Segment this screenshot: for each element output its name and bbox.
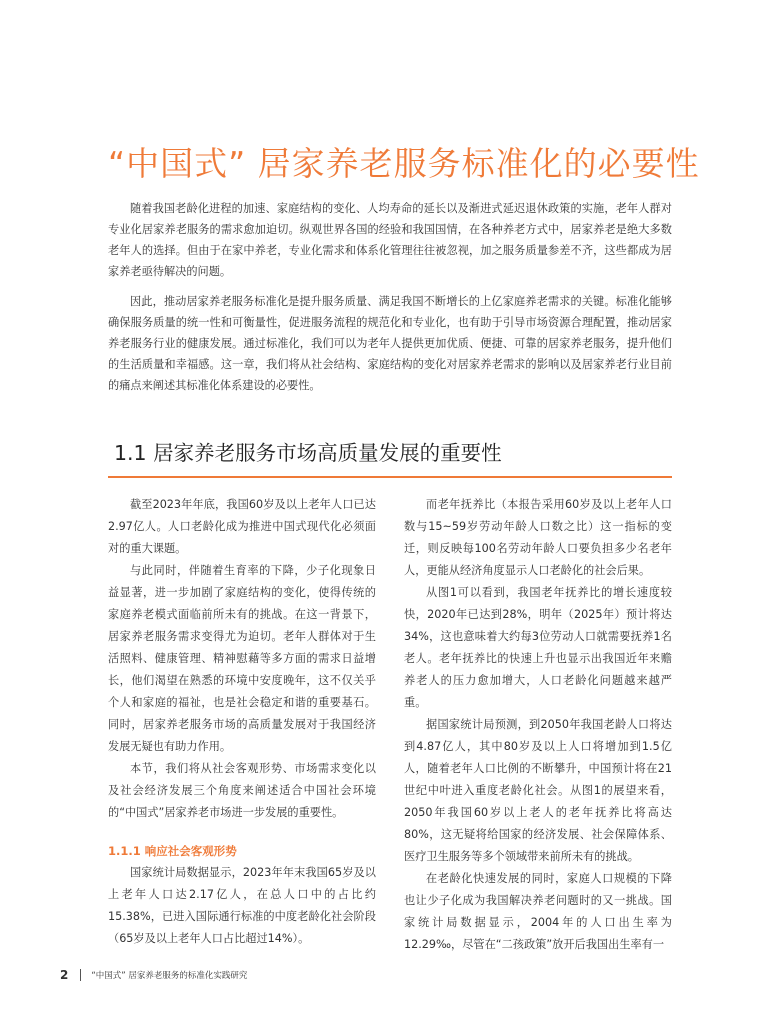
subsection-heading: 1.1.1 响应社会客观形势 — [108, 844, 237, 858]
chapter-title: “中国式” 居家养老服务标准化的必要性 — [108, 144, 700, 183]
body-paragraph: 据国家统计局预测，到2050年我国老龄人口将达到4.87亿人，其中80岁及以上人口将增加到1.5亿人，随着老年人口比例的不断攀升，中国预计将在21世纪中叶进入重度老龄化社会。从图1的展望来看，2050年我国60岁以上老人的老年抚养比将高达80%，这无疑将给国家的经济发展、社会保障体系、医疗卫生服务等多个领域带来前所未有的挑战。 — [404, 718, 672, 863]
spacer — [108, 824, 376, 840]
footer-report-title: “中国式” 居家养老服务的标准化实践研究 — [91, 971, 248, 981]
section-title: 1.1 居家养老服务市场高质量发展的重要性 — [114, 441, 502, 465]
body-paragraph: 截至2023年年底，我国60岁及以上老年人口已达2.97亿人。人口老龄化成为推进中国式现代化必须面对的重大课题。 — [108, 498, 376, 555]
intro-paragraph: 随着我国老龄化进程的加速、家庭结构的变化、人均寿命的延长以及渐进式延迟退休政策的实施，老年人群对专业化居家养老服务的需求愈加迫切。纵观世界各国的经验和我国国情，在各种养老方式中，居家养老是绝大多数老年人的选择。但由于在家中养老，专业化需求和体系化管理往往被忽视，加之服务质量参差不齐，这些都成为居家养老亟待解决的问题。 — [108, 202, 672, 278]
right-column — [404, 494, 672, 956]
intro-section — [108, 198, 672, 405]
intro-paragraph: 因此，推动居家养老服务标准化是提升服务质量、满足我国不断增长的上亿家庭养老需求的关键。标准化能够确保服务质量的统一性和可衡量性，促进服务流程的规范化和专业化，也有助于引导市场资源合理配置，推动居家养老服务行业的健康发展。通过标准化，我们可以为老年人提供更加优质、便捷、可靠的居家养老服务，提升他们的生活质量和幸福感。这一章，我们将从社会结构、家庭结构的变化对居家养老需求的影响以及居家养老行业目前的痛点来阐述其标准化体系建设的必要性。 — [108, 295, 672, 392]
body-paragraph: 在老龄化快速发展的同时，家庭人口规模的下降也让少子化成为我国解决养老问题时的又一挑战。国家统计局数据显示，2004年的人口出生率为12.29‰，尽管在“二孩政策”放开后我国出生率有一 — [404, 872, 672, 951]
page-footer — [60, 968, 247, 982]
body-paragraph: 而老年抚养比（本报告采用60岁及以上老年人口数与15~59岁劳动年龄人口数之比）这一指标的变迁，则反映每100名劳动年龄人口要负担多少名老年人，更能从经济角度显示人口老龄化的社会后果。 — [404, 498, 672, 577]
section-divider — [108, 476, 672, 478]
body-paragraph: 从图1可以看到，我国老年抚养比的增长速度较快，2020年已达到28%，明年（2025年）预计将达34%，这也意味着大约每3位劳动人口就需要抚养1名老人。老年抚养比的快速上升也显示出我国近年来赡养老人的压力愈加增大，人口老龄化问题越来越严重。 — [404, 586, 672, 709]
footer-divider — [80, 969, 81, 981]
body-paragraph: 与此同时，伴随着生育率的下降，少子化现象日益显著，进一步加剧了家庭结构的变化，使得传统的家庭养老模式面临前所未有的挑战。在这一背景下，居家养老服务需求变得尤为迫切。老年人群体对于生活照料、健康管理、精神慰藉等多方面的需求日益增长，他们渴望在熟悉的环境中安度晚年，这不仅关乎个人和家庭的福祉，也是社会稳定和谐的重要基石。同时，居家养老服务市场的高质量发展对于我国经济发展无疑也有助力作用。 — [108, 564, 376, 753]
left-column — [108, 494, 376, 950]
body-paragraph: 国家统计局数据显示，2023年年末我国65岁及以上老年人口达2.17亿人，在总人口中的占比约15.38%，已进入国际通行标准的中度老龄化社会阶段（65岁及以上老年人口占比超过14%）。 — [108, 866, 376, 945]
body-paragraph: 本节，我们将从社会客观形势、市场需求变化以及社会经济发展三个角度来阐述适合中国社会环境的“中国式”居家养老市场进一步发展的重要性。 — [108, 762, 376, 819]
page-number: 2 — [60, 968, 69, 982]
